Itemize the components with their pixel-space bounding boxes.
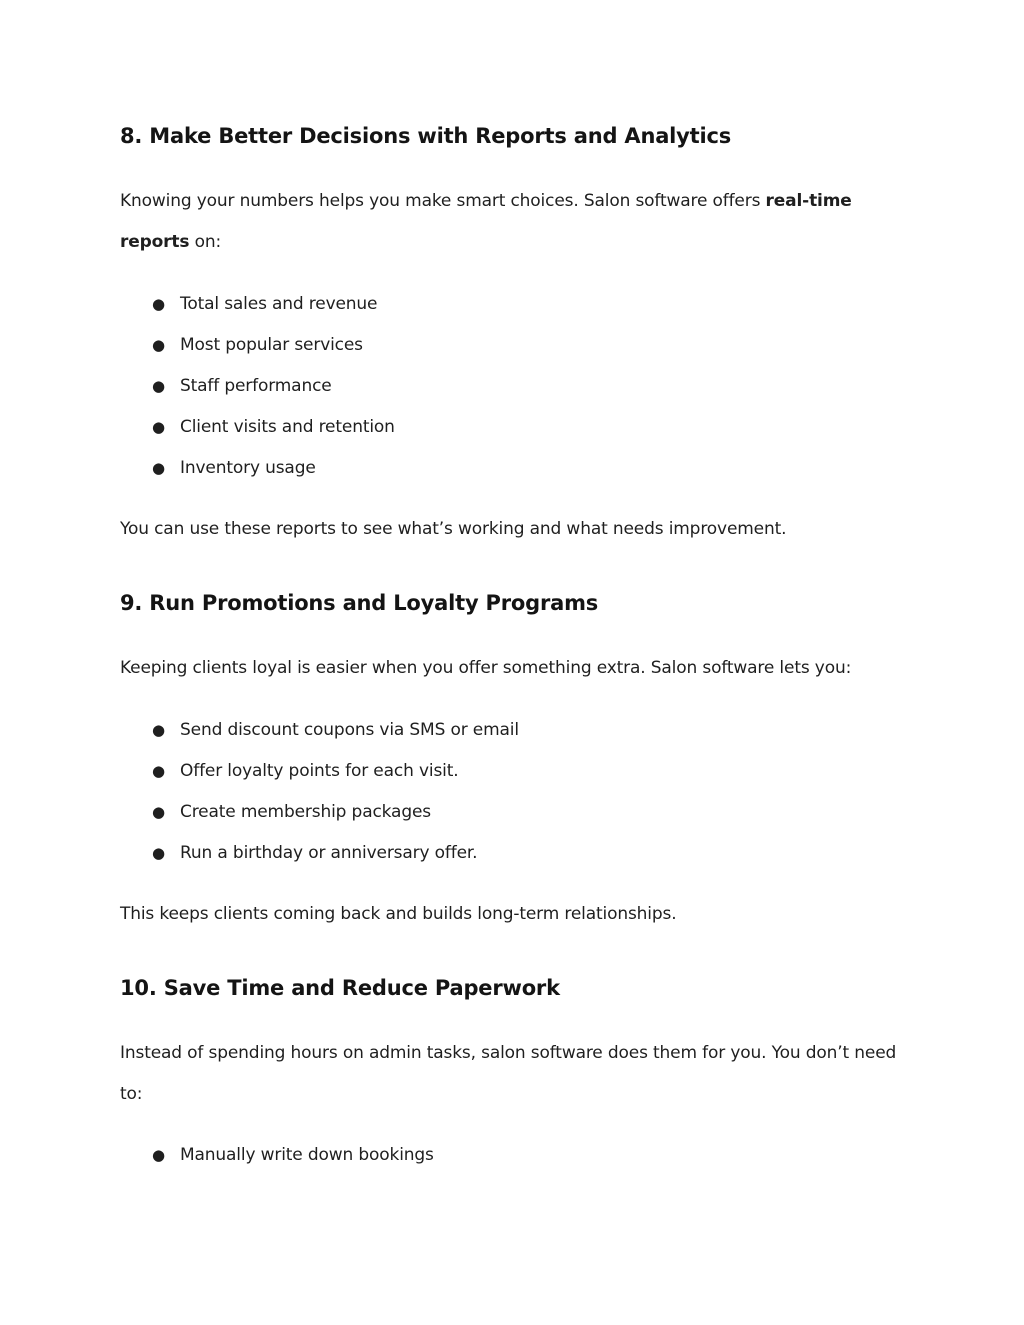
bullet-icon: ● [152, 459, 165, 477]
section-8-intro-end: on: [189, 232, 222, 252]
list-item [120, 284, 910, 325]
bullet-icon: ● [152, 762, 165, 780]
list-item-text: Staff performance [180, 376, 332, 396]
section-8-intro [120, 181, 910, 263]
bullet-icon: ● [152, 1146, 165, 1164]
section-9-intro: Keeping clients loyal is easier when you offer something extra. Salon software lets you: [120, 658, 852, 678]
list-item [120, 366, 910, 407]
list-item-text: Offer loyalty points for each visit. [180, 761, 459, 781]
list-item-text: Create membership packages [180, 802, 431, 822]
section-10-bullet-list [120, 1135, 910, 1176]
list-item [120, 448, 910, 489]
section-9-heading: 9. Run Promotions and Loyalty Programs [120, 591, 599, 615]
list-item-text: Most popular services [180, 335, 363, 355]
section-8-intro-text: Knowing your numbers helps you make smart choices. Salon software offers [120, 191, 766, 211]
bullet-icon: ● [152, 336, 165, 354]
section-8-closing: You can use these reports to see what’s working and what needs improvement. [120, 519, 787, 539]
list-item [120, 833, 910, 874]
bullet-icon: ● [152, 721, 165, 739]
list-item-text: Send discount coupons via SMS or email [180, 720, 519, 740]
bullet-icon: ● [152, 418, 165, 436]
list-item [120, 710, 910, 751]
section-8-bullet-list [120, 284, 910, 489]
list-item-text: Client visits and retention [180, 417, 395, 437]
section-9-closing: This keeps clients coming back and builds long-term relationships. [120, 904, 677, 924]
bullet-icon: ● [152, 295, 165, 313]
section-10-heading: 10. Save Time and Reduce Paperwork [120, 976, 560, 1000]
list-item [120, 1135, 910, 1176]
list-item [120, 325, 910, 366]
list-item [120, 792, 910, 833]
bullet-icon: ● [152, 377, 165, 395]
list-item-text: Manually write down bookings [180, 1145, 434, 1165]
bullet-icon: ● [152, 803, 165, 821]
list-item-text: Total sales and revenue [180, 294, 378, 314]
list-item [120, 751, 910, 792]
section-8-intro-bold: real-time reports [120, 191, 852, 252]
section-10-intro: Instead of spending hours on admin tasks, salon software does them for you. You don’t need to: [120, 1043, 897, 1104]
list-item-text: Run a birthday or anniversary offer. [180, 843, 478, 863]
section-9-bullet-list [120, 710, 910, 874]
list-item-text: Inventory usage [180, 458, 316, 478]
list-item [120, 407, 910, 448]
bullet-icon: ● [152, 844, 165, 862]
section-8-heading: 8. Make Better Decisions with Reports and Analytics [120, 124, 732, 148]
